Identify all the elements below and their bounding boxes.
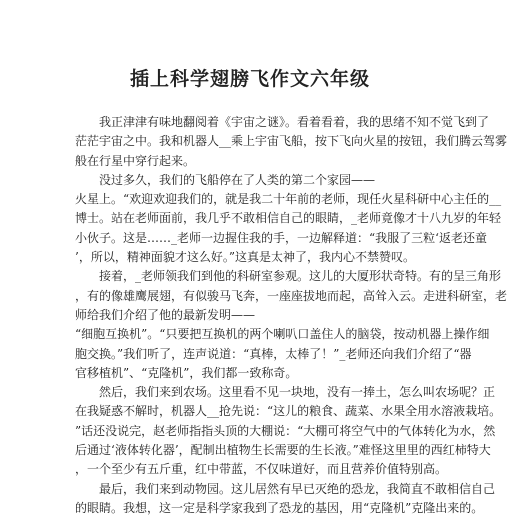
text-line: 我正津津有味地翻阅着《宇宙之谜》。看着看着，我的思绪不知不觉飞到了: [99, 115, 490, 129]
document-title: 插上科学翅膀飞作文六年级: [129, 68, 370, 90]
text-line: “细胞互换机”。“只要把互换机的两个喇叭口盖住人的脑袋，按动机器上操作细: [75, 327, 490, 342]
text-line: 的眼睛。我想，这一定是科学家我到了恐龙的基因，用“克隆机”克隆出来的。: [75, 500, 484, 515]
text-line: ’，所以，精神面貌才这么好。”这真是太神了，我内心不禁赞叹。: [75, 250, 415, 265]
text-line: 小伙子。这是……_老师一边握住我的手，一边解释道：“我服了三粒‘返老还童: [75, 230, 487, 245]
text-line: 然后，我们来到农场。这里看不见一块地，没有一捧土，怎么叫农场呢？正: [99, 385, 496, 400]
text-line: 茫茫宇宙之中。我和机器人__乘上宇宙飞船，按下飞向火星的按钮，我们腾云驾雾: [75, 134, 507, 149]
text-line: ，一个至少有五斤重，红中带蓝，不仅味道好，而且营养价值特别高。: [75, 462, 448, 477]
text-line: 在我疑惑不解时，机器人__抢先说：“这儿的粮食、蔬菜、水果全用水溶液栽培。: [75, 404, 502, 419]
text-line: 官移植机”、“克隆机”，我们都一致称奇。: [75, 365, 298, 380]
text-line: 没过多久，我们的飞船停在了人类的第二个家园——: [99, 172, 376, 187]
text-line: 般在行星中穿行起来。: [75, 153, 196, 168]
text-line: 博士。站在老师面前，我几乎不敢相信自己的眼睛，_老师竟像才十八九岁的年轻: [75, 211, 502, 226]
document-body: [75, 113, 507, 518]
text-line: 火星上。“欢迎欢迎我们的，就是我二十年前的老师，现任火星科研中心主任的__: [75, 192, 502, 207]
text-line: ”话还没说完，赵老师指指头顶的大棚说：“大棚可将空气中的气体转化为水，然: [75, 423, 496, 438]
text-line: 胞交换。”我们听了，连声说道：“真棒，太棒了！”_老师还向我们介绍了“器: [75, 346, 472, 361]
text-line: 接着，_老师领我们到他的科研室参观。这儿的大厦形状奇特。有的呈三角形: [99, 269, 502, 284]
text-line: 最后，我们来到动物园。这儿居然有早已灭绝的恐龙，我简直不敢相信自己: [99, 481, 496, 496]
text-line: 后通过‘液体转化器’，配制出植物生长需要的生长液。”难怪这里里的西红柿特大: [75, 443, 491, 458]
text-line: 师给我们介绍了他的最新发明——: [75, 307, 256, 322]
text-line: ，有的像雄鹰展翅，有似骏马飞奔，一座座拔地而起，高耸入云。走进科研室，老: [75, 288, 507, 303]
